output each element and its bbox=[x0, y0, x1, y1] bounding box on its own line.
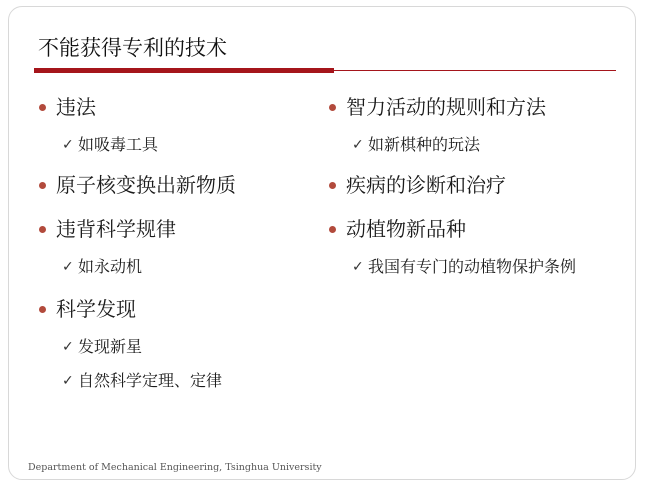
sub-item bbox=[34, 134, 324, 156]
bullet-item bbox=[324, 216, 624, 242]
bullet-item bbox=[34, 172, 324, 198]
bullet-text: 疾病的诊断和治疗 bbox=[346, 173, 506, 197]
bullet-dot-icon bbox=[329, 104, 336, 111]
sub-item-text: 发现新星 bbox=[78, 337, 143, 356]
sub-item-text: 如吸毒工具 bbox=[78, 135, 159, 154]
checkmark-icon: ✓ bbox=[62, 339, 74, 355]
bullet-dot-icon bbox=[39, 182, 46, 189]
checkmark-icon: ✓ bbox=[62, 373, 74, 389]
checkmark-icon: ✓ bbox=[352, 137, 364, 153]
title-underline-thin bbox=[334, 70, 616, 71]
bullet-text: 原子核变换出新物质 bbox=[56, 173, 236, 197]
sub-item-text: 如永动机 bbox=[78, 257, 143, 276]
right-column bbox=[324, 92, 624, 278]
bullet-text: 违背科学规律 bbox=[56, 217, 176, 241]
bullet-item bbox=[34, 94, 324, 120]
bullet-dot-icon bbox=[39, 226, 46, 233]
bullet-text: 科学发现 bbox=[56, 297, 136, 321]
sub-item bbox=[324, 134, 624, 156]
bullet-item bbox=[324, 172, 624, 198]
sub-item bbox=[34, 256, 324, 278]
bullet-dot-icon bbox=[329, 226, 336, 233]
bullet-text: 智力活动的规则和方法 bbox=[346, 95, 546, 119]
title-underline-thick bbox=[34, 68, 334, 73]
bullet-item bbox=[34, 216, 324, 242]
sub-item bbox=[324, 256, 624, 278]
checkmark-icon: ✓ bbox=[62, 137, 74, 153]
checkmark-icon: ✓ bbox=[62, 259, 74, 275]
bullet-item bbox=[34, 296, 324, 322]
sub-item bbox=[34, 336, 324, 358]
bullet-dot-icon bbox=[329, 182, 336, 189]
slide-title: 不能获得专利的技术 bbox=[38, 36, 227, 60]
bullet-text: 动植物新品种 bbox=[346, 217, 466, 241]
bullet-text: 违法 bbox=[56, 95, 96, 119]
slide-footer: Department of Mechanical Engineering, Tsinghua University bbox=[28, 462, 322, 473]
bullet-item bbox=[324, 94, 624, 120]
sub-item-text: 自然科学定理、定律 bbox=[78, 371, 223, 390]
left-column bbox=[34, 92, 324, 392]
checkmark-icon: ✓ bbox=[352, 259, 364, 275]
sub-item-text: 我国有专门的动植物保护条例 bbox=[368, 257, 577, 276]
bullet-dot-icon bbox=[39, 104, 46, 111]
bullet-dot-icon bbox=[39, 306, 46, 313]
sub-item bbox=[34, 370, 324, 392]
sub-item-text: 如新棋种的玩法 bbox=[368, 135, 481, 154]
